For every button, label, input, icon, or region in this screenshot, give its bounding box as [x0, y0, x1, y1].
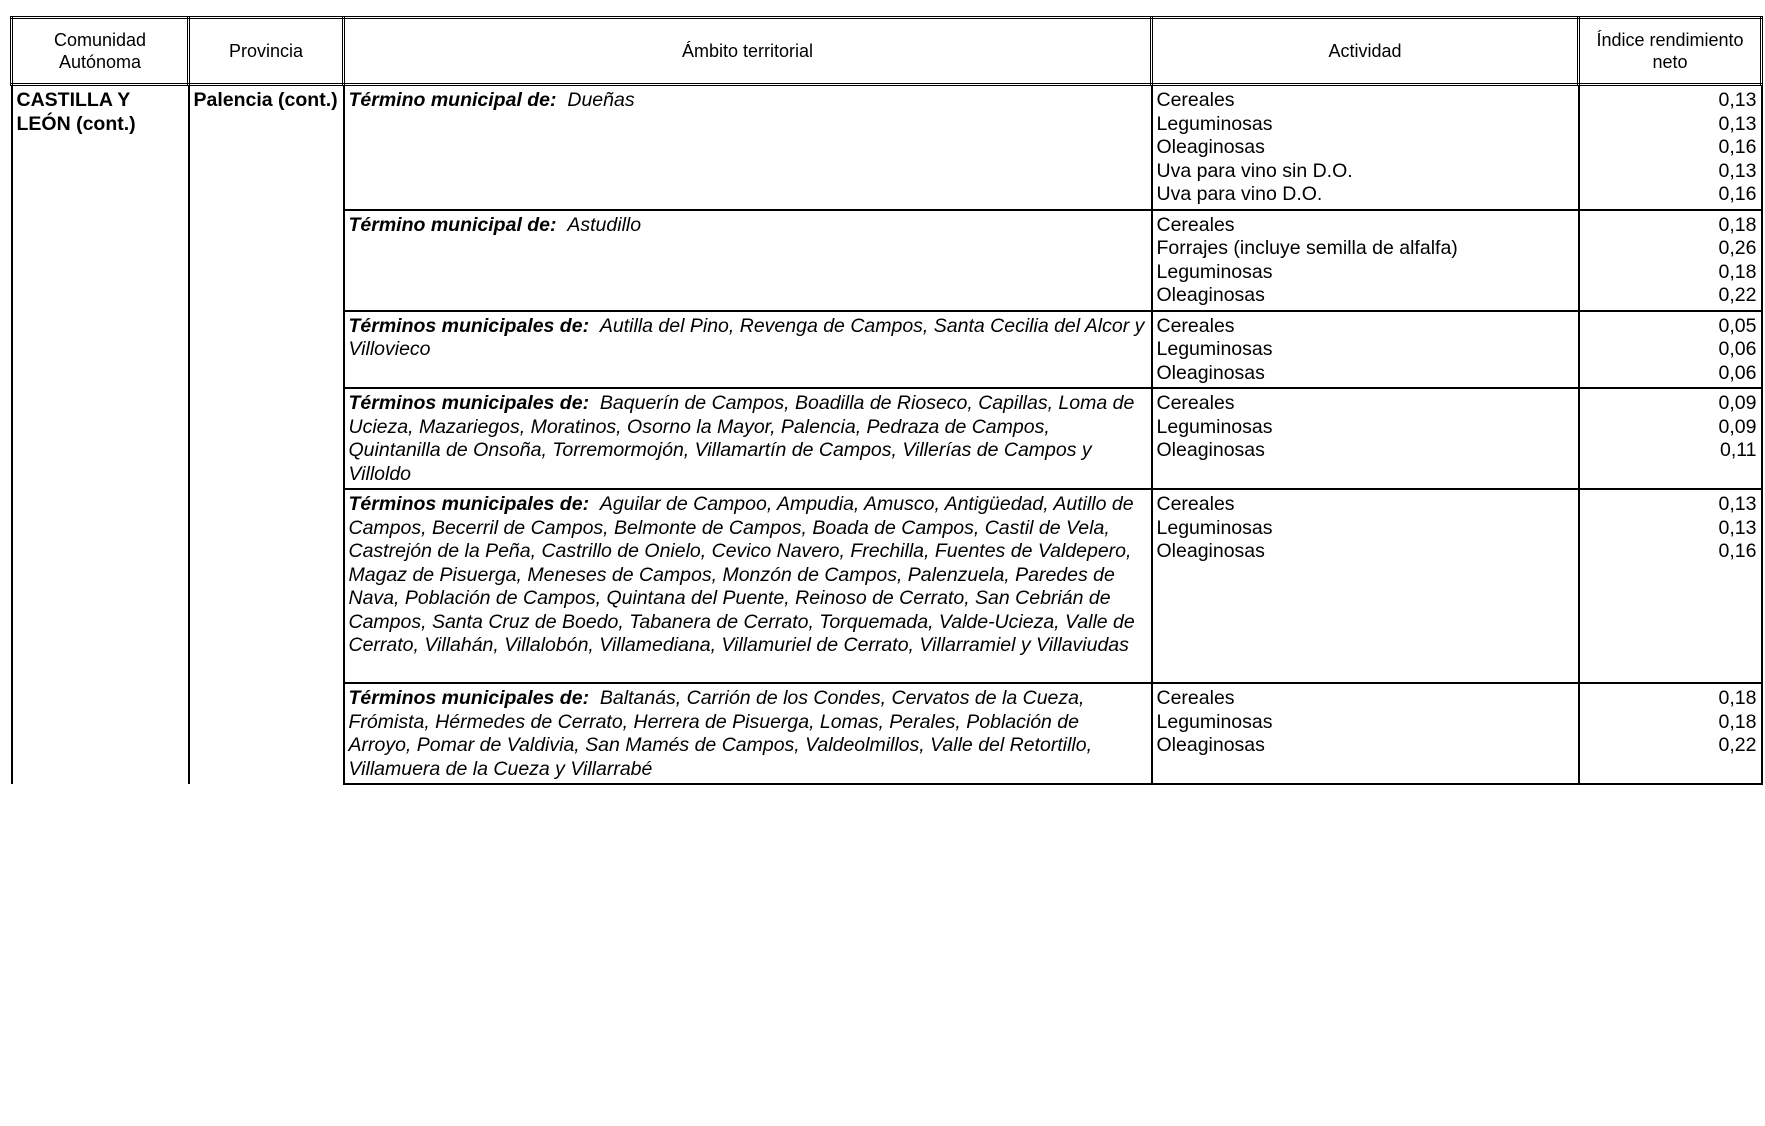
scope-municipalities: Autilla del Pino, Revenga de Campos, Santa Cecilia del Alcor y Villovieco: [348, 314, 1145, 360]
table-header-row: [12, 18, 1762, 85]
province-cell: Palencia (cont.): [189, 85, 344, 785]
activity-item: Cereales: [1156, 89, 1235, 111]
activity-cell: [1152, 210, 1579, 311]
index-value: 0,16: [1718, 183, 1757, 205]
activity-item: Cereales: [1156, 213, 1235, 236]
activity-item: Cereales: [1156, 392, 1235, 414]
header-scope: Ámbito territorial: [344, 18, 1152, 85]
scope-cell: [344, 489, 1152, 683]
scope-municipalities: Dueñas: [567, 89, 635, 111]
activity-item: Cereales: [1156, 493, 1235, 515]
scope-lead: Término municipal de:: [348, 89, 557, 111]
activity-item: Uva para vino D.O.: [1156, 183, 1323, 205]
index-value: 0,26: [1718, 237, 1757, 259]
index-value: 0,13: [1718, 159, 1757, 182]
activity-item: Oleaginosas: [1156, 361, 1265, 384]
header-activity: Actividad: [1152, 18, 1579, 85]
index-value: 0,05: [1718, 314, 1757, 337]
activity-item: Leguminosas: [1156, 338, 1273, 360]
activity-cell: [1152, 489, 1579, 683]
activity-item: Cereales: [1156, 687, 1235, 709]
index-value: 0,13: [1718, 493, 1757, 515]
activity-item: Cereales: [1156, 314, 1235, 337]
index-value: 0,18: [1718, 260, 1757, 283]
scope-cell: [344, 210, 1152, 311]
index-cell: [1579, 210, 1762, 311]
scope-municipalities: Astudillo: [567, 213, 642, 236]
scope-cell: [344, 683, 1152, 784]
index-value: 0,06: [1718, 338, 1757, 360]
index-value: 0,22: [1718, 284, 1757, 306]
scope-lead: Términos municipales de:: [348, 392, 590, 414]
index-value: 0,18: [1718, 687, 1757, 709]
community-cell: CASTILLA Y LEÓN (cont.): [12, 85, 189, 785]
scope-cell: [344, 85, 1152, 210]
index-value: 0,16: [1718, 136, 1757, 158]
activity-item: Leguminosas: [1156, 516, 1273, 539]
scope-lead: Términos municipales de:: [348, 493, 590, 515]
scope-lead: Términos municipales de:: [348, 687, 590, 709]
index-value: 0,09: [1718, 415, 1757, 438]
activity-item: Leguminosas: [1156, 260, 1273, 283]
activity-item: Leguminosas: [1156, 415, 1273, 438]
index-value: 0,13: [1718, 89, 1757, 111]
yield-index-table: [10, 16, 1763, 785]
index-value: 0,18: [1718, 213, 1757, 236]
index-value: 0,16: [1718, 540, 1757, 562]
activity-item: Oleaginosas: [1156, 734, 1265, 756]
activity-item: Oleaginosas: [1156, 284, 1265, 306]
table-body: [12, 85, 1762, 785]
activity-item: Oleaginosas: [1156, 540, 1265, 562]
activity-item: Leguminosas: [1156, 112, 1273, 135]
index-value: 0,09: [1718, 392, 1757, 414]
scope-cell: [344, 311, 1152, 389]
index-cell: [1579, 311, 1762, 389]
scope-municipalities: Aguilar de Campoo, Ampudia, Amusco, Antigüedad, Autillo de Campos, Becerril de Campos, Belmonte de Campos, Boada de Campos, Castil de Vela, Castrejón de la Peña, Castrillo de Onielo, Cevico Navero, Frechilla, Fuentes de Valdepero, Magaz de Pisuerga, Meneses de Campos, Monzón de Campos, Palenzuela, Paredes de Nava, Población de Campos, Quintana del Puente, Reinoso de Cerrato, San Cebrián de Campos, Santa Cruz de Boedo, Tabanera de Cerrato, Torquemada, Valde-Ucieza, Valle de Cerrato, Villahán, Villalobón, Villamediana, Villamuriel de Cerrato, Villarramiel y Villaviudas: [348, 493, 1135, 656]
activity-item: Oleaginosas: [1156, 136, 1265, 158]
index-value: 0,06: [1718, 361, 1757, 384]
index-value: 0,22: [1718, 734, 1757, 756]
index-cell: [1579, 489, 1762, 683]
scope-lead: Término municipal de:: [348, 213, 557, 236]
activity-item: Oleaginosas: [1156, 439, 1265, 461]
index-value: 0,13: [1718, 112, 1757, 135]
index-cell: [1579, 85, 1762, 210]
table-row: [12, 85, 1762, 210]
activity-cell: [1152, 683, 1579, 784]
index-value: 0,11: [1719, 439, 1757, 461]
index-cell: [1579, 388, 1762, 489]
activity-cell: [1152, 311, 1579, 389]
activity-cell: [1152, 85, 1579, 210]
activity-item: Uva para vino sin D.O.: [1156, 159, 1353, 182]
scope-cell: [344, 388, 1152, 489]
header-index: Índice rendimiento neto: [1579, 18, 1762, 85]
index-cell: [1579, 683, 1762, 784]
scope-lead: Términos municipales de:: [348, 314, 590, 337]
header-community: Comunidad Autónoma: [12, 18, 189, 85]
activity-item: Leguminosas: [1156, 710, 1273, 733]
scope-municipalities: Baquerín de Campos, Boadilla de Rioseco, Capillas, Loma de Ucieza, Mazariegos, Moratinos, Osorno la Mayor, Palencia, Pedraza de Campos, Quintanilla de Onsoña, Torremormojón, Villamartín de Campos, Villerías de Campos y Villoldo: [348, 392, 1135, 485]
index-value: 0,13: [1718, 516, 1757, 539]
activity-cell: [1152, 388, 1579, 489]
activity-item: Forrajes (incluye semilla de alfalfa): [1156, 237, 1458, 259]
scope-municipalities: Baltanás, Carrión de los Condes, Cervatos de la Cueza, Frómista, Hérmedes de Cerrato, Herrera de Pisuerga, Lomas, Perales, Población de Arroyo, Pomar de Valdivia, San Mamés de Campos, Valdeolmillos, Valle del Retortillo, Villamuera de la Cueza y Villarrabé: [348, 687, 1092, 780]
header-province: Provincia: [189, 18, 344, 85]
index-value: 0,18: [1718, 710, 1757, 733]
